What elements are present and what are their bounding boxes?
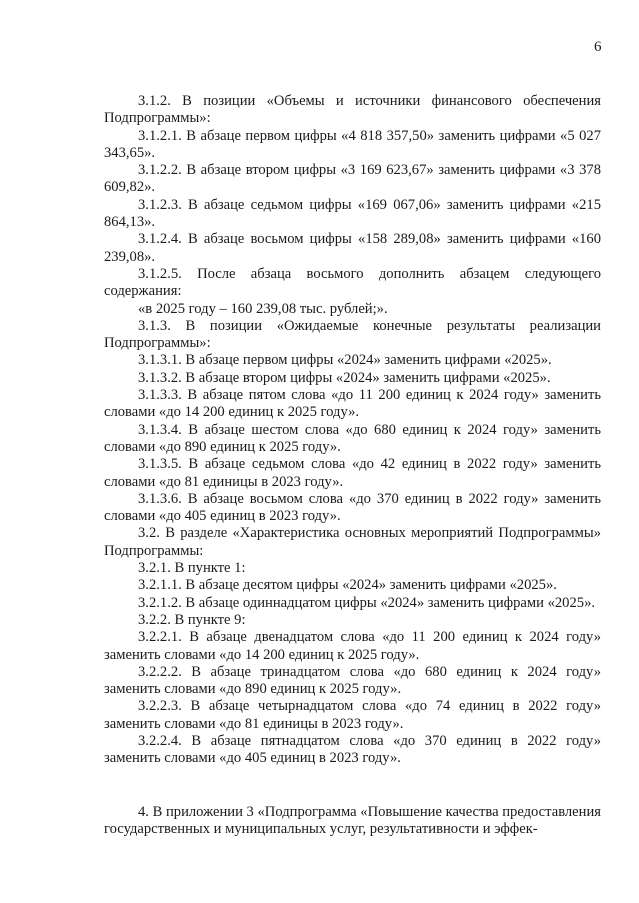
paragraph: 3.1.2. В позиции «Объемы и источники финансового обеспечения Подпрограммы»: — [104, 93, 601, 127]
paragraph: 3.2.2.2. В абзаце тринадцатом слова «до 680 единиц к 2024 году» заменить словами «до 890 единиц к 2025 году». — [104, 663, 601, 698]
document-body — [104, 93, 601, 838]
paragraph: 3.2.1.2. В абзаце одиннадцатом цифры «2024» заменить цифрами «2025». — [138, 594, 596, 611]
paragraph: 3.1.2.5. После абзаца восьмого дополнить абзацем следующего содержания: — [104, 265, 601, 300]
paragraph: «в 2025 году – 160 239,08 тыс. рублей;». — [138, 300, 388, 317]
paragraph: 3.1.2.1. В абзаце первом цифры «4 818 357,50» заменить цифрами «5 027 343,65». — [104, 127, 601, 161]
paragraph: 3.2.1. В пункте 1: — [138, 560, 246, 577]
paragraph: 3.1.2.4. В абзаце восьмом цифры «158 289,08» заменить цифрами «160 239,08». — [104, 231, 601, 265]
paragraph: 3.1.3.6. В абзаце восьмом слова «до 370 единиц в 2022 году» заменить словами «до 405 единиц в 2023 году». — [104, 490, 601, 525]
paragraph: 3.2.2. В пункте 9: — [138, 611, 246, 628]
paragraph: 3.1.3.5. В абзаце седьмом слова «до 42 единиц в 2022 году» заменить словами «до 81 единицы в 2023 году». — [104, 456, 601, 490]
paragraph: 3.1.2.3. В абзаце седьмом цифры «169 067,06» заменить цифрами «215 864,13». — [104, 196, 601, 231]
paragraph: 3.2.2.1. В абзаце двенадцатом слова «до 11 200 единиц к 2024 году» заменить словами «до 14 200 единиц к 2025 году». — [104, 629, 601, 663]
paragraph: 3.1.3. В позиции «Ожидаемые конечные результаты реализации Подпрограммы»: — [104, 317, 601, 352]
paragraph: 3.1.2.2. В абзаце втором цифры «3 169 623,67» заменить цифрами «3 378 609,82». — [104, 162, 601, 196]
paragraph: 3.1.3.3. В абзаце пятом слова «до 11 200 единиц к 2024 году» заменить словами «до 14 200 единиц к 2025 году». — [104, 387, 601, 421]
paragraph: 3.2. В разделе «Характеристика основных мероприятий Подпрограммы» Подпрограммы: — [104, 525, 601, 559]
paragraph: 3.2.2.4. В абзаце пятнадцатом слова «до 370 единиц в 2022 году» заменить словами «до 405 единиц в 2023 году». — [104, 732, 601, 767]
paragraph: 3.1.3.1. В абзаце первом цифры «2024» заменить цифрами «2025». — [138, 352, 552, 369]
paragraph: 3.1.3.4. В абзаце шестом слова «до 680 единиц к 2024 году» заменить словами «до 890 единиц к 2025 году». — [104, 421, 601, 455]
paragraph: 3.2.1.1. В абзаце десятом цифры «2024» заменить цифрами «2025». — [138, 577, 557, 594]
page-number: 6 — [594, 39, 602, 55]
paragraph: 3.2.2.3. В абзаце четырнадцатом слова «до 74 единиц в 2022 году» заменить словами «до 81 единицы в 2023 году». — [104, 698, 601, 732]
paragraph: 3.1.3.2. В абзаце втором цифры «2024» заменить цифрами «2025». — [138, 369, 551, 386]
paragraph: 4. В приложении 3 «Подпрограмма «Повышение качества предоставления государственных и муниципальных услуг, результативности и эффек- — [104, 803, 601, 837]
